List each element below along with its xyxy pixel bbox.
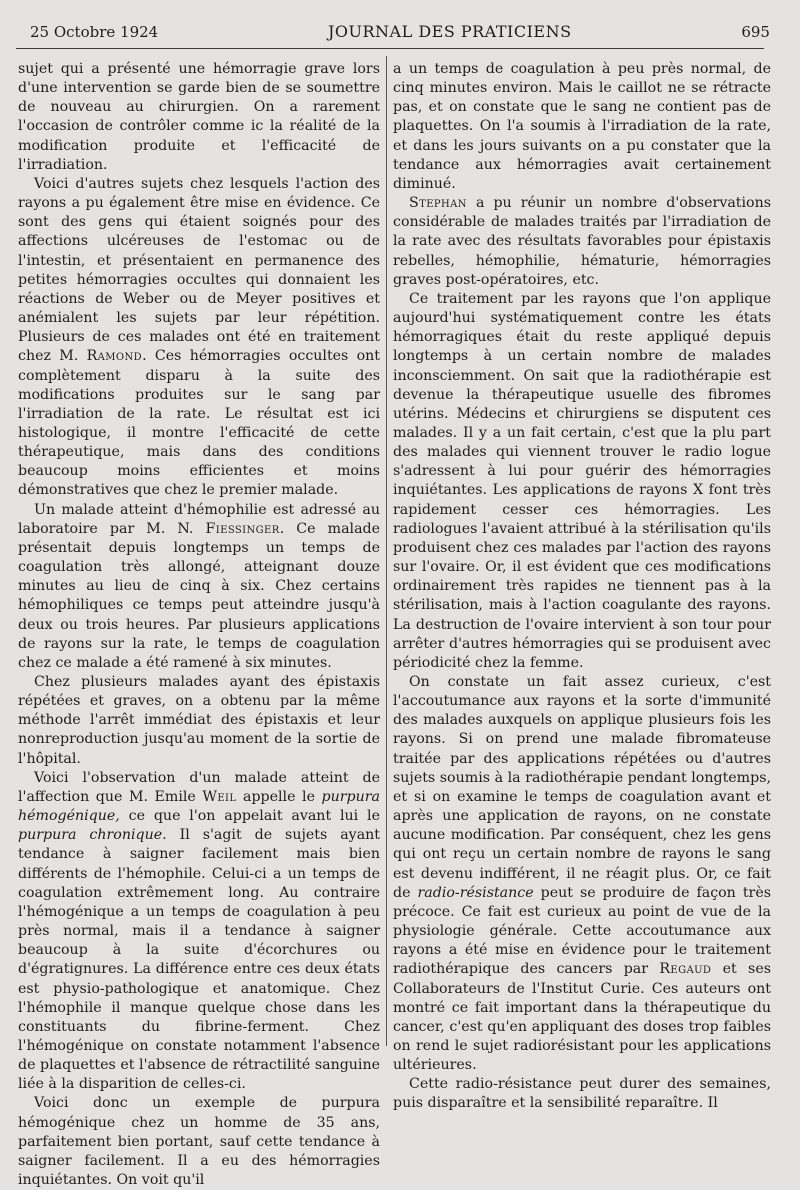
paragraph: a un temps de coagulation à peu près normal, de cinq minutes environ. Mais le caillot ne se rétracte pas, et on constate que le sang ne contient pas de plaquettes. On l'a soumis à l'irradiation de la rate, et dans les jours suivants on a pu constater que la tendance aux hémorragies avait certainement diminué. bbox=[393, 61, 771, 192]
right-column bbox=[393, 60, 771, 1114]
paragraph: Voici d'autres sujets chez lesquels l'action des rayons a pu également être mise en évidence. Ce sont des gens qui étaient soignés pour des affections ulcéreuses de l'estomac ou de l'intestin, et présentaient en permanence des petites hémorragies occultes qui donnaient les réactions de Weber ou de Meyer positives et anémialent les sujets par leur répétition. Plusieurs de ces malades ont été en traitement chez M. Ramond. Ces hémorragies occultes ont complètement disparu à la suite des modifications produites sur le sang par l'irradiation de la rate. Le résultat est ici histologique, il montre l'efficacité de cette thérapeutique, mais dans des conditions beaucoup moins efficientes et moins démonstratives que chez le premier malade. bbox=[18, 175, 380, 499]
page-number: 695 bbox=[741, 23, 770, 41]
author-name: Stephan bbox=[409, 195, 467, 212]
author-name: Regaud bbox=[659, 961, 712, 978]
italic-term: purpura chronique. bbox=[18, 827, 167, 844]
column-divider bbox=[386, 56, 387, 1046]
journal-title: JOURNAL DES PRATICIENS bbox=[327, 22, 572, 41]
author-name: Fiessinger bbox=[205, 520, 280, 537]
paragraph: Un malade atteint d'hémophilie est adressé au laboratoire par M. N. Fiessinger. Ce malade présentait depuis longtemps un temps de coagulation très allongé, atteignant douze minutes au lieu de cinq à six. Chez certains hémophiliques ce temps peut atteindre jusqu'à deux ou trois heures. Par plusieurs applications de rayons sur la rate, le temps de coagulation chez ce malade a été ramené à six minutes. bbox=[18, 501, 380, 671]
paragraph: sujet qui a présenté une hémorragie grave lors d'une intervention se garde bien de se soumettre de nouveau au chirurgien. On a rarement l'occasion de contrôler comme ic la réalité de la modification produite et l'efficacité de l'irradiation. bbox=[18, 61, 380, 173]
author-name: Weil bbox=[202, 788, 237, 805]
issue-date: 25 Octobre 1924 bbox=[30, 23, 159, 41]
paragraph: Voici l'observation d'un malade atteint de l'affection que M. Emile Weil appelle le purpura hémogénique, ce que l'on appelait avant lui le purpura chronique. Il s'agit de sujets ayant tendance à saigner facilement mais bien différents de l'hémophile. Celui-ci a un temps de coagulation extrêmement long. Au contraire l'hémogénique a un temps de coagulation à peu près normal, mais il a tendance à saigner beaucoup à la suite d'écorchures ou d'égratignures. La différence entre ces deux états est physio-pathologique et anatomique. Chez l'hémophile il manque quelque chose dans les constituants du fibrine-ferment. Chez l'hémogénique on constate notamment l'absence de plaquettes et l'absence de rétractilité sanguine liée à la disparition de celles-ci. bbox=[18, 769, 381, 1093]
page-header bbox=[30, 22, 770, 46]
paragraph: Stephan a pu réunir un nombre d'observations considérable de malades traités par l'irradiation de la rate avec des résultats favorables pour épistaxis rebelles, hémophilie, hématurie, hémorragies graves post-opératoires, etc. bbox=[393, 195, 771, 288]
paragraph: On constate un fait assez curieux, c'est l'accoutumance aux rayons et la sorte d'immunité des malades auxquels on applique plusieurs fois les rayons. Si on prend une malade fibromateuse traitée par des applications répétées ou d'autres sujets soumis à la radiothérapie pendant longtemps, et si on examine le temps de coagulation avant et après une application de rayons, on ne constate aucune modification. Par conséquent, chez les gens qui ont reçu un certain nombre de rayons le sang est devenu indifférent, il ne réagit plus. Or, ce fait de radio-résistance peut se produire de façon très précoce. Ce fait est curieux au point de vue de la physiologie générale. Cette accoutumance aux rayons a été mise en évidence pour le traitement radiothérapique des cancers par Regaud et ses Collaborateurs de l'Institut Curie. Ces auteurs ont montré ce fait important dans la thérapeutique du cancer, c'est qu'en appliquant des doses trop faibles on rend le sujet radiorésistant pour les applications ultérieures. bbox=[393, 674, 771, 1074]
paragraph: Cette radio-résistance peut durer des semaines, puis disparaître et la sensibilité reparaître. Il bbox=[393, 1076, 771, 1112]
paragraph: Chez plusieurs malades ayant des épistaxis répétées et graves, on a obtenu par la même méthode l'arrêt immédiat des épistaxis et leur nonreproduction jusqu'au moment de la sortie de l'hôpital. bbox=[18, 674, 380, 767]
paragraph: Voici donc un exemple de purpura hémogénique chez un homme de 35 ans, parfaitement bien portant, sauf cette tendance à saigner facilement. Il a eu des hémorragies inquiétantes. On voit qu'il bbox=[18, 1095, 380, 1189]
paragraph: Ce traitement par les rayons que l'on applique aujourd'hui systématiquement contre les états hémorragiques était du reste appliqué depuis longtemps à un certain nombre de malades inconsciemment. On sait que la radiothérapie est devenue la thérapeutique usuelle des fibromes utérins. Médecins et chirurgiens se disputent ces malades. Il y a un fait certain, c'est que la plu part des malades qui viennent trouver le radio logue s'adressent à lui pour guérir des hémorragies inquiétantes. Les applications de rayons X font très rapidement cesser ces hémorragies. Les radiologues l'avaient attribué à la stérilisation qu'ils produisent chez ces malades par l'action des rayons sur l'ovaire. Or, il est évident que ces modifications ordinairement très rapides ne tiennent pas à la stérilisation, mais à l'action coagulante des rayons. La destruction de l'ovaire intervient à son tour pour arrêter d'autres hémorragies qui se produisent avec périodicité chez la femme. bbox=[393, 290, 771, 671]
author-name: Ramond bbox=[86, 348, 143, 365]
left-column bbox=[18, 60, 380, 1190]
italic-term: purpura hémogénique, bbox=[18, 788, 381, 825]
header-rule bbox=[16, 48, 764, 49]
italic-term: radio-résistance bbox=[417, 884, 534, 901]
